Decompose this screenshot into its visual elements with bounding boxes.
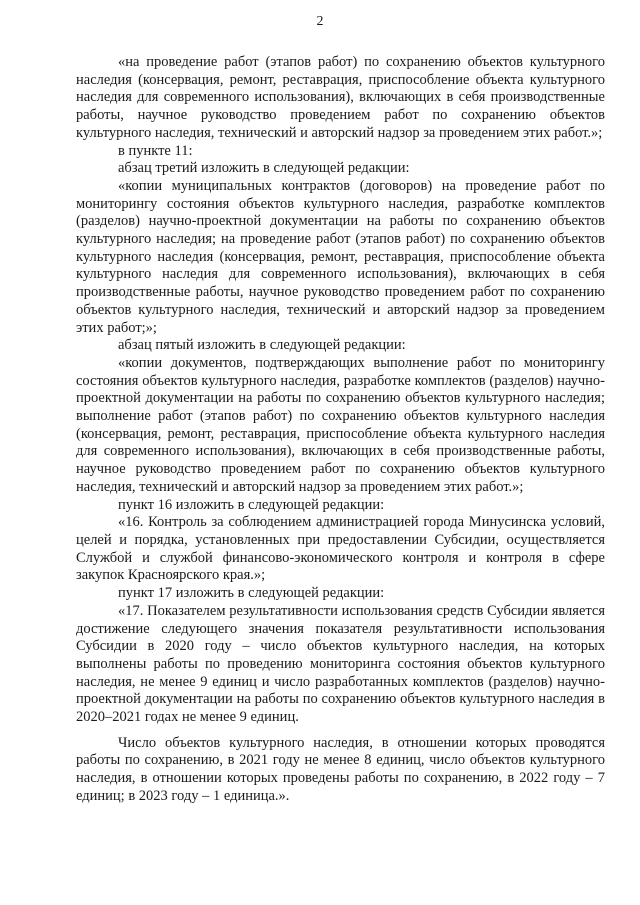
paragraph-abzac-third-heading: абзац третий изложить в следующей редакции: <box>118 160 410 177</box>
paragraph-abzac-fifth-heading: абзац пятый изложить в следующей редакции: <box>118 337 406 354</box>
paragraph-objects-count: Число объектов культурного наследия, в отношении которых проводятся работы по сохранению, в 2021 году не менее 8 единиц, число объектов культурного наследия, в отношении которых проведены работы по сохранению, в 2022 году – 7 единиц; в 2023 году – 1 единица.». <box>76 734 605 804</box>
paragraph-point-16-text: «16. Контроль за соблюдением администрацией города Минусинска условий, целей и порядка, установленных при предоставлении Субсидии, осуществляется Службой и службой финансово-экономического контроля и контроля в сфере закупок Красноярского края.»; <box>76 514 605 584</box>
page-number: 2 <box>316 14 324 29</box>
paragraph-point-11-heading: в пункте 11: <box>118 142 193 159</box>
paragraph-copies-documents: «копии документов, подтверждающих выполнение работ по мониторингу состояния объектов культурного наследия, разработке комплектов (разделов) научно-проектной документации на работы по сохранению объектов культурного наследия; выполнение работ (этапов работ) по сохранению объектов культурного наследия (консервация, ремонт, реставрация, приспособление объекта культурного наследия для современного использования), включающих в себя производственные работы, научное руководство проведением работ по сохранению объектов культурного наследия, технический и авторский надзор за проведением этих работ.»; <box>76 354 605 495</box>
document-body <box>76 54 605 806</box>
paragraph-point-16-heading: пункт 16 изложить в следующей редакции: <box>118 496 385 513</box>
paragraph-quote-work-stages: «на проведение работ (этапов работ) по сохранению объектов культурного наследия (консервация, ремонт, реставрация, приспособление объекта культурного наследия для современного использования), включающих в себя производственные работы, научное руководство проведением работ по сохранению объектов культурного наследия, технический и авторский надзор за проведением этих работ.»; <box>76 54 605 141</box>
paragraph-point-17-heading: пункт 17 изложить в следующей редакции: <box>118 585 385 602</box>
paragraph-copies-contracts: «копии муниципальных контрактов (договоров) на проведение работ по мониторингу состояния объектов культурного наследия, разработке комплектов (разделов) научно-проектной документации на работы по сохранению объектов культурного наследия; на проведение работ (этапов работ) по сохранению объектов культурного наследия (консервация, ремонт, реставрация, приспособление объекта культурного наследия для современного использования), включающих в себя производственные работы, научное руководство проведением работ по сохранению объектов культурного наследия, технический и авторский надзор за проведением этих работ;»; <box>76 177 605 336</box>
paragraph-point-17-text: «17. Показателем результативности использования средств Субсидии является достижение следующего значения показателя результативности использования Субсидии в 2020 году – число объектов культурного наследия, на которых выполнены работы по проведению мониторинга состояния объектов культурного наследия, не менее 9 единиц и число разработанных комплектов (разделов) научно-проектной документации на работы по сохранению объектов культурного наследия в 2020–2021 годах не менее 9 единиц. <box>76 602 605 726</box>
